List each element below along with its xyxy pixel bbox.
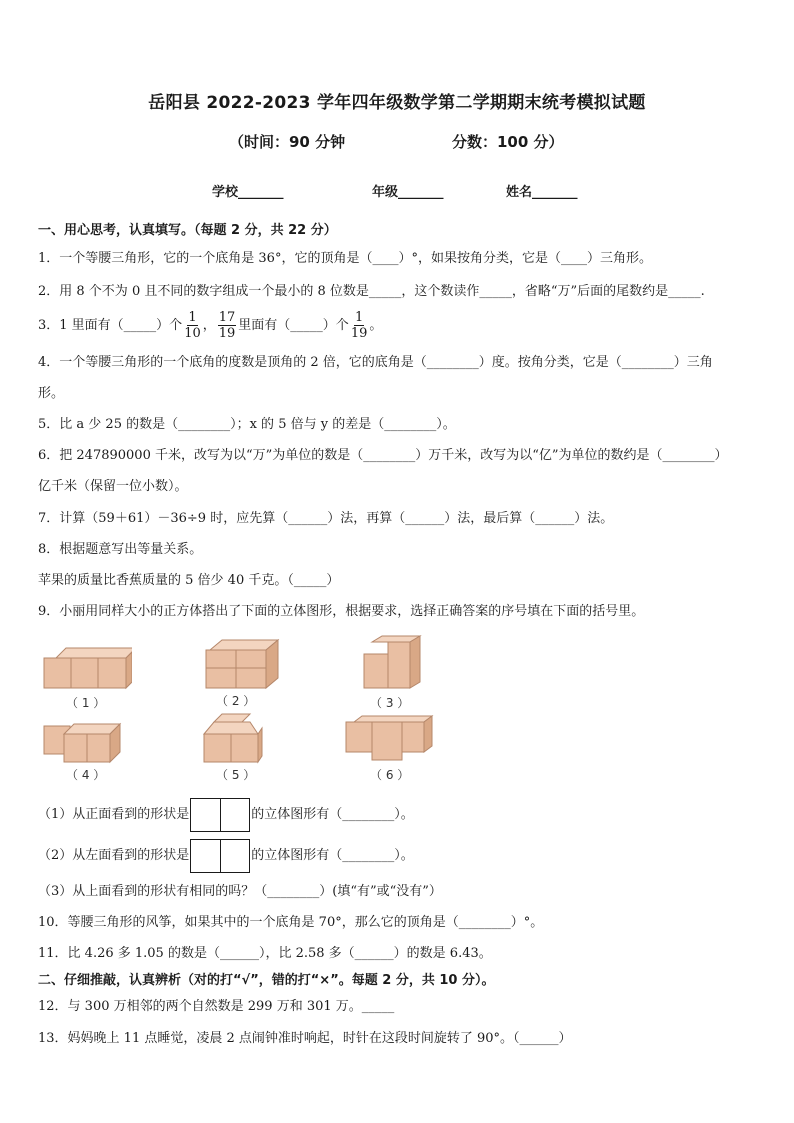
cube-figure-5 bbox=[200, 712, 264, 764]
question-4-line-2: 形。 bbox=[38, 386, 65, 401]
cube-figure-6 bbox=[342, 714, 434, 764]
question-3-sep: ， bbox=[202, 318, 216, 333]
exam-score: 分数：100 分） bbox=[452, 133, 564, 151]
two-square-shape bbox=[190, 798, 250, 832]
question-9-sub-3: （3）从上面看到的形状有相同的吗？（________）(填“有”或“没有”） bbox=[38, 884, 442, 899]
question-6-line-1: 6．把 247890000 千米，改写为以“万”为单位的数是（________）万千米，改写为以“亿”为单位的数约是（________） bbox=[38, 448, 728, 463]
figure-label-4: （ 4 ） bbox=[66, 768, 106, 782]
fraction-denominator: 10 bbox=[184, 326, 201, 341]
figure-label-1: （ 1 ） bbox=[66, 696, 106, 710]
fraction-numerator: 17 bbox=[218, 310, 236, 325]
question-12: 12．与 300 万相邻的两个自然数是 299 万和 301 万。_____ bbox=[38, 999, 395, 1014]
fraction-numerator: 1 bbox=[354, 310, 364, 325]
fraction-17-19 bbox=[218, 310, 237, 341]
question-9-stem: 9．小丽用同样大小的正方体搭出了下面的立体图形，根据要求，选择正确答案的序号填在下面的括号里。 bbox=[38, 604, 645, 619]
question-1: 1．一个等腰三角形，它的一个底角是 36°，它的顶角是（____）°，如果按角分类，它是（____）三角形。 bbox=[38, 251, 652, 266]
sub-2-text-a: （2）从左面看到的形状是 bbox=[38, 848, 190, 863]
question-10: 10．等腰三角形的风筝，如果其中的一个底角是 70°，那么它的顶角是（________）°。 bbox=[38, 915, 544, 930]
question-9-sub-1 bbox=[38, 797, 414, 833]
section-1-title: 一、用心思考，认真填写。（每题 2 分，共 22 分） bbox=[38, 223, 337, 238]
sub-2-text-b: 的立体图形有（________）。 bbox=[251, 848, 414, 863]
exam-time: （时间：90 分钟 bbox=[229, 133, 346, 151]
question-8-line-2: 苹果的质量比香蕉质量的 5 倍少 40 千克。（_____） bbox=[38, 573, 340, 588]
question-11: 11．比 4.26 多 1.05 的数是（______），比 2.58 多（______）的数是 6.43。 bbox=[38, 946, 492, 961]
cube-figure-4 bbox=[40, 718, 122, 764]
fraction-1-10 bbox=[184, 310, 201, 341]
school-field: 学校_______ bbox=[212, 185, 284, 200]
cube-figure-3 bbox=[362, 634, 424, 692]
sub-1-text-b: 的立体图形有（________）。 bbox=[251, 807, 414, 822]
question-13: 13．妈妈晚上 11 点睡觉，凌晨 2 点闹钟准时响起，时针在这段时间旋转了 90°。（______） bbox=[38, 1031, 572, 1046]
fraction-1-19 bbox=[351, 310, 368, 341]
section-2-title: 二、仔细推敲，认真辨析（对的打“√”，错的打“×”。每题 2 分，共 10 分）。 bbox=[38, 973, 495, 988]
name-field: 姓名_______ bbox=[506, 185, 578, 200]
cube-figure-2 bbox=[202, 636, 280, 692]
cube-figure-1 bbox=[40, 640, 132, 692]
exam-title: 岳阳县 2022-2023 学年四年级数学第二学期期末统考模拟试题 bbox=[148, 93, 646, 113]
figure-label-6: （ 6 ） bbox=[370, 768, 410, 782]
question-6-line-2: 亿千米（保留一位小数）。 bbox=[38, 479, 188, 494]
question-5: 5．比 a 少 25 的数是（________）；x 的 5 倍与 y 的差是（________）。 bbox=[38, 417, 456, 432]
sub-1-text-a: （1）从正面看到的形状是 bbox=[38, 807, 190, 822]
figure-label-5: （ 5 ） bbox=[216, 768, 256, 782]
fraction-denominator: 19 bbox=[350, 326, 368, 341]
question-4-line-1: 4．一个等腰三角形的一个底角的度数是顶角的 2 倍，它的底角是（________）度。按角分类，它是（________）三角 bbox=[38, 355, 713, 370]
grade-field: 年级_______ bbox=[372, 185, 444, 200]
question-2: 2．用 8 个不为 0 且不同的数字组成一个最小的 8 位数是_____，这个数读作_____，省略“万”后面的尾数约是_____. bbox=[38, 284, 705, 299]
figure-label-2: （ 2 ） bbox=[216, 694, 256, 708]
question-7: 7．计算（59＋61）－36÷9 时，应先算（______）法，再算（______）法，最后算（______）法。 bbox=[38, 511, 614, 526]
question-8-line-1: 8．根据题意写出等量关系。 bbox=[38, 542, 203, 557]
question-3-end: 。 bbox=[369, 318, 383, 333]
fraction-denominator: 19 bbox=[218, 326, 236, 341]
two-square-shape bbox=[190, 839, 250, 873]
question-9-sub-2 bbox=[38, 838, 414, 874]
figure-label-3: （ 3 ） bbox=[370, 696, 410, 710]
question-3 bbox=[38, 310, 382, 342]
question-3-text-b: 里面有（_____）个 bbox=[238, 318, 349, 333]
question-3-text-a: 3．1 里面有（_____）个 bbox=[38, 318, 183, 333]
fraction-numerator: 1 bbox=[188, 310, 197, 325]
